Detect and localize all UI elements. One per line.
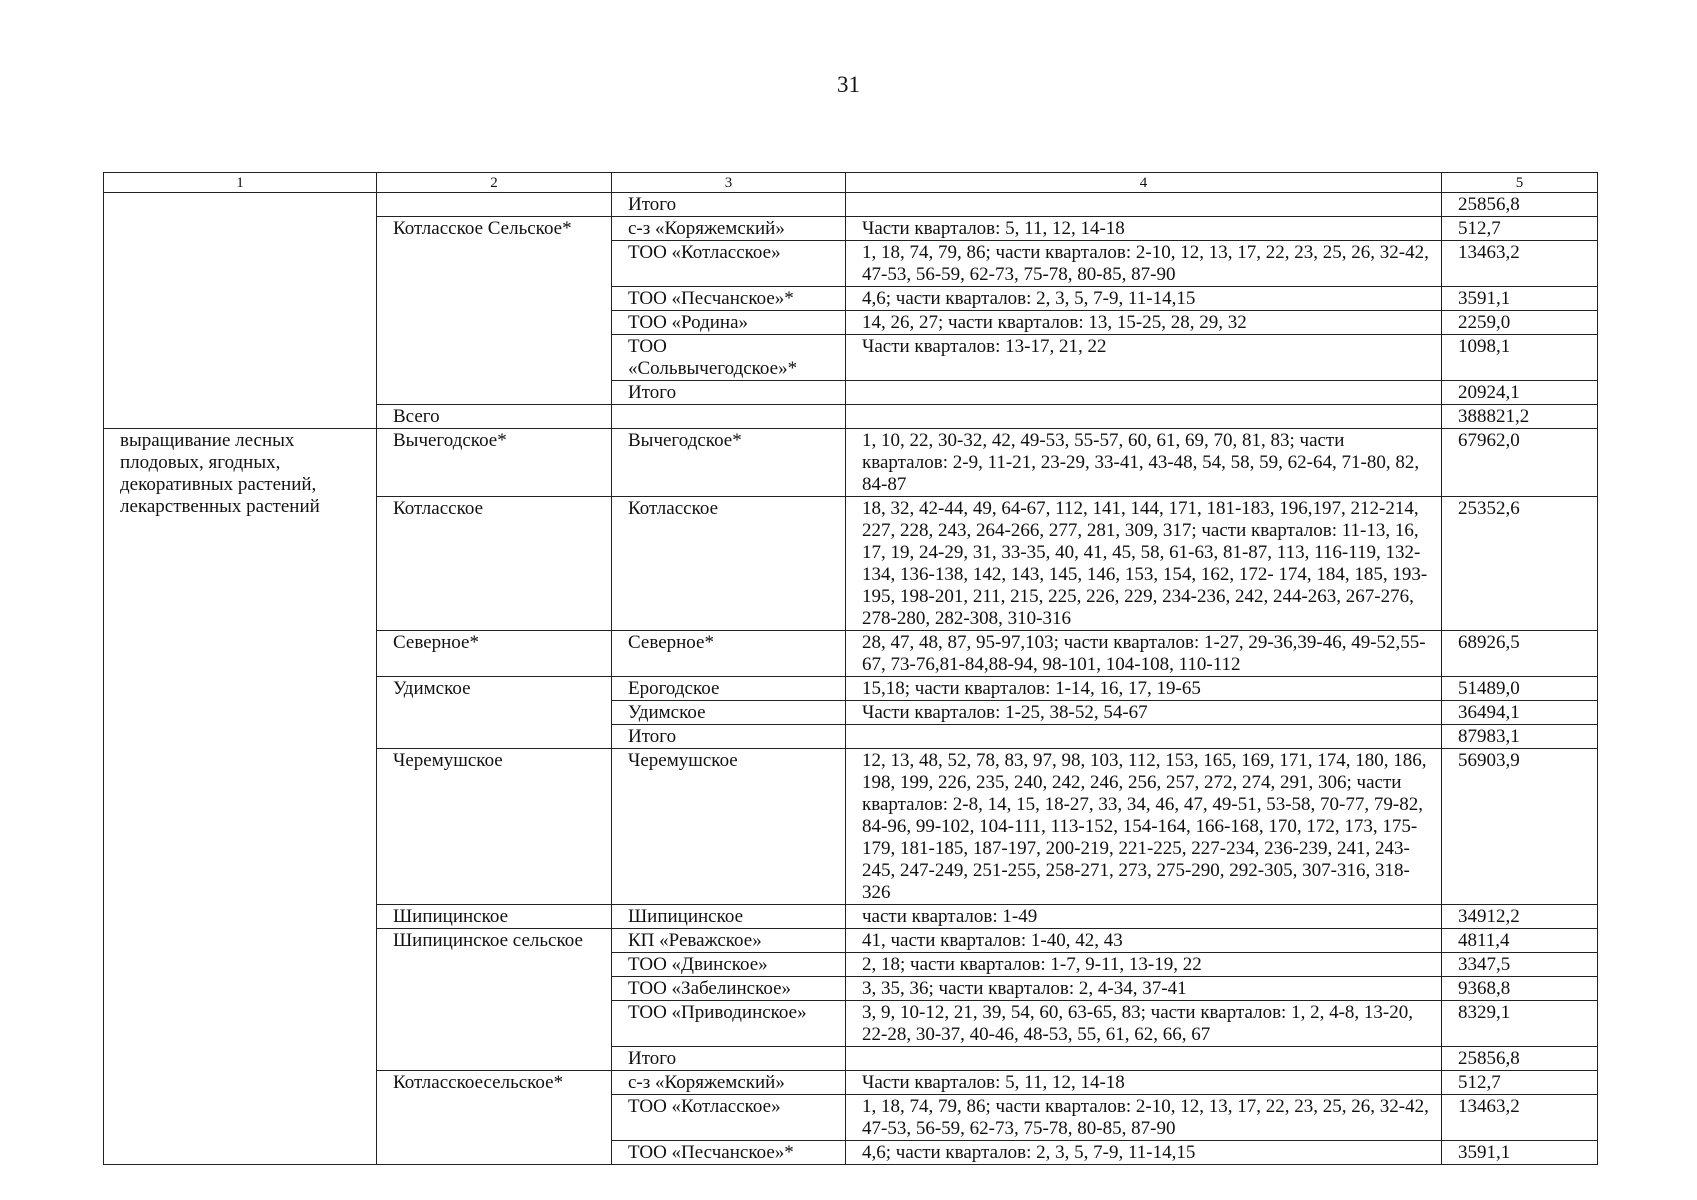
forestry-cell: Северное*	[377, 631, 612, 677]
table-header-row	[104, 173, 1598, 193]
forestry-cell: Котласское	[377, 497, 612, 631]
subdivision-cell: с-з «Коряжемский»	[612, 1071, 846, 1095]
area-cell: 512,7	[1442, 217, 1598, 241]
forestry-cell: Удимское	[377, 677, 612, 749]
area-cell: 3591,1	[1442, 1141, 1598, 1165]
forestry-cell: Шипицинское	[377, 905, 612, 929]
purpose-cell: выращивание лесных плодовых, ягодных, декоративных растений, лекарственных растений	[104, 429, 377, 1165]
quarters-cell: 1, 18, 74, 79, 86; части кварталов: 2-10, 12, 13, 17, 22, 23, 25, 26, 32-42, 47-53, 56-59, 62-73, 75-78, 80-85, 87-90	[846, 1095, 1442, 1141]
quarters-cell: 28, 47, 48, 87, 95-97,103; части кварталов: 1-27, 29-36,39-46, 49-52,55-67, 73-76,81-84,88-94, 98-101, 104-108, 110-112	[846, 631, 1442, 677]
quarters-cell: части кварталов: 1-49	[846, 905, 1442, 929]
subdivision-cell: Вычегодское*	[612, 429, 846, 497]
area-cell: 20924,1	[1442, 381, 1598, 405]
subdivision-cell: Удимское	[612, 701, 846, 725]
forestry-cell: Черемушское	[377, 749, 612, 905]
quarters-cell	[846, 405, 1442, 429]
quarters-cell: Части кварталов: 5, 11, 12, 14-18	[846, 1071, 1442, 1095]
column-header: 4	[846, 173, 1442, 193]
quarters-cell: 3, 9, 10-12, 21, 39, 54, 60, 63-65, 83; части кварталов: 1, 2, 4-8, 13-20, 22-28, 30-37, 40-46, 48-53, 55, 61, 62, 66, 67	[846, 1001, 1442, 1047]
page-number: 31	[837, 72, 860, 97]
subdivision-cell: Итого	[612, 381, 846, 405]
purpose-cell	[104, 193, 377, 429]
column-header: 3	[612, 173, 846, 193]
quarters-cell: 14, 26, 27; части кварталов: 13, 15-25, 28, 29, 32	[846, 311, 1442, 335]
quarters-cell: 4,6; части кварталов: 2, 3, 5, 7-9, 11-14,15	[846, 1141, 1442, 1165]
area-cell: 1098,1	[1442, 335, 1598, 381]
area-cell: 67962,0	[1442, 429, 1598, 497]
subdivision-cell: Ерогодское	[612, 677, 846, 701]
area-cell: 2259,0	[1442, 311, 1598, 335]
area-cell: 36494,1	[1442, 701, 1598, 725]
area-cell: 3591,1	[1442, 287, 1598, 311]
quarters-cell: 3, 35, 36; части кварталов: 2, 4-34, 37-41	[846, 977, 1442, 1001]
subdivision-cell: ТОО «Забелинское»	[612, 977, 846, 1001]
subdivision-cell: Котласское	[612, 497, 846, 631]
area-cell: 87983,1	[1442, 725, 1598, 749]
subdivision-cell: Черемушское	[612, 749, 846, 905]
area-cell: 34912,2	[1442, 905, 1598, 929]
area-cell: 13463,2	[1442, 241, 1598, 287]
area-cell: 13463,2	[1442, 1095, 1598, 1141]
quarters-cell: 4,6; части кварталов: 2, 3, 5, 7-9, 11-14,15	[846, 287, 1442, 311]
forest-quarters-table	[103, 172, 1598, 1165]
area-cell: 512,7	[1442, 1071, 1598, 1095]
forestry-cell: Котласскоесельское*	[377, 1071, 612, 1165]
area-cell: 388821,2	[1442, 405, 1598, 429]
subdivision-cell: ТОО «Приводинское»	[612, 1001, 846, 1047]
table-row	[104, 193, 1598, 217]
subdivision-cell: КП «Реважское»	[612, 929, 846, 953]
subdivision-cell: ТОО «Сольвычегодское»*	[612, 335, 846, 381]
area-cell: 4811,4	[1442, 929, 1598, 953]
subdivision-cell: Северное*	[612, 631, 846, 677]
quarters-cell: 2, 18; части кварталов: 1-7, 9-11, 13-19, 22	[846, 953, 1442, 977]
area-cell: 25352,6	[1442, 497, 1598, 631]
column-header: 2	[377, 173, 612, 193]
subdivision-cell: ТОО «Песчанское»*	[612, 1141, 846, 1165]
area-cell: 51489,0	[1442, 677, 1598, 701]
subdivision-cell: Итого	[612, 1047, 846, 1071]
forestry-cell: Всего	[377, 405, 612, 429]
forestry-cell: Вычегодское*	[377, 429, 612, 497]
subdivision-cell: ТОО «Родина»	[612, 311, 846, 335]
quarters-cell: 18, 32, 42-44, 49, 64-67, 112, 141, 144, 171, 181-183, 196,197, 212-214, 227, 228, 243, 264-266, 277, 281, 309, 317; части кварталов: 11-13, 16, 17, 19, 24-29, 31, 33-35, 40, 41, 45, 58, 61-63, 81-87, 113, 116-119, 132-134, 136-138, 142, 143, 145, 146, 153, 154, 162, 172- 174, 184, 185, 193-195, 198-201, 211, 215, 225, 226, 229, 234-236, 242, 244-263, 267-276, 278-280, 282-308, 310-316	[846, 497, 1442, 631]
area-cell: 8329,1	[1442, 1001, 1598, 1047]
quarters-cell: Части кварталов: 13-17, 21, 22	[846, 335, 1442, 381]
area-cell: 25856,8	[1442, 1047, 1598, 1071]
subdivision-cell: ТОО «Котласское»	[612, 1095, 846, 1141]
quarters-cell	[846, 1047, 1442, 1071]
quarters-cell: 15,18; части кварталов: 1-14, 16, 17, 19-65	[846, 677, 1442, 701]
subdivision-cell	[612, 405, 846, 429]
area-cell: 56903,9	[1442, 749, 1598, 905]
area-cell: 9368,8	[1442, 977, 1598, 1001]
quarters-cell	[846, 381, 1442, 405]
quarters-cell: 12, 13, 48, 52, 78, 83, 97, 98, 103, 112, 153, 165, 169, 171, 174, 180, 186, 198, 199, 226, 235, 240, 242, 246, 256, 257, 272, 274, 291, 306; части кварталов: 2-8, 14, 15, 18-27, 33, 34, 46, 47, 49-51, 53-58, 70-77, 79-82, 84-96, 99-102, 104-111, 113-152, 154-164, 166-168, 170, 172, 173, 175-179, 181-185, 187-197, 200-219, 221-225, 227-234, 236-239, 241, 243-245, 247-249, 251-255, 258-271, 273, 275-290, 292-305, 307-316, 318-326	[846, 749, 1442, 905]
quarters-cell	[846, 725, 1442, 749]
subdivision-cell: Итого	[612, 193, 846, 217]
forestry-cell	[377, 193, 612, 217]
column-header: 1	[104, 173, 377, 193]
subdivision-cell: Итого	[612, 725, 846, 749]
quarters-cell: 1, 10, 22, 30-32, 42, 49-53, 55-57, 60, 61, 69, 70, 81, 83; части кварталов: 2-9, 11-21, 23-29, 33-41, 43-48, 54, 58, 59, 62-64, 71-80, 82, 84-87	[846, 429, 1442, 497]
quarters-cell: 41, части кварталов: 1-40, 42, 43	[846, 929, 1442, 953]
column-header: 5	[1442, 173, 1598, 193]
area-cell: 68926,5	[1442, 631, 1598, 677]
subdivision-cell: ТОО «Котласское»	[612, 241, 846, 287]
quarters-cell: 1, 18, 74, 79, 86; части кварталов: 2-10, 12, 13, 17, 22, 23, 25, 26, 32-42, 47-53, 56-59, 62-73, 75-78, 80-85, 87-90	[846, 241, 1442, 287]
area-cell: 3347,5	[1442, 953, 1598, 977]
forestry-cell: Шипицинское сельское	[377, 929, 612, 1071]
quarters-cell: Части кварталов: 5, 11, 12, 14-18	[846, 217, 1442, 241]
area-cell: 25856,8	[1442, 193, 1598, 217]
subdivision-cell: Шипицинское	[612, 905, 846, 929]
subdivision-cell: с-з «Коряжемский»	[612, 217, 846, 241]
subdivision-cell: ТОО «Двинское»	[612, 953, 846, 977]
subdivision-cell: ТОО «Песчанское»*	[612, 287, 846, 311]
quarters-cell: Части кварталов: 1-25, 38-52, 54-67	[846, 701, 1442, 725]
forestry-cell: Котласское Сельское*	[377, 217, 612, 405]
table-row	[104, 429, 1598, 497]
quarters-cell	[846, 193, 1442, 217]
